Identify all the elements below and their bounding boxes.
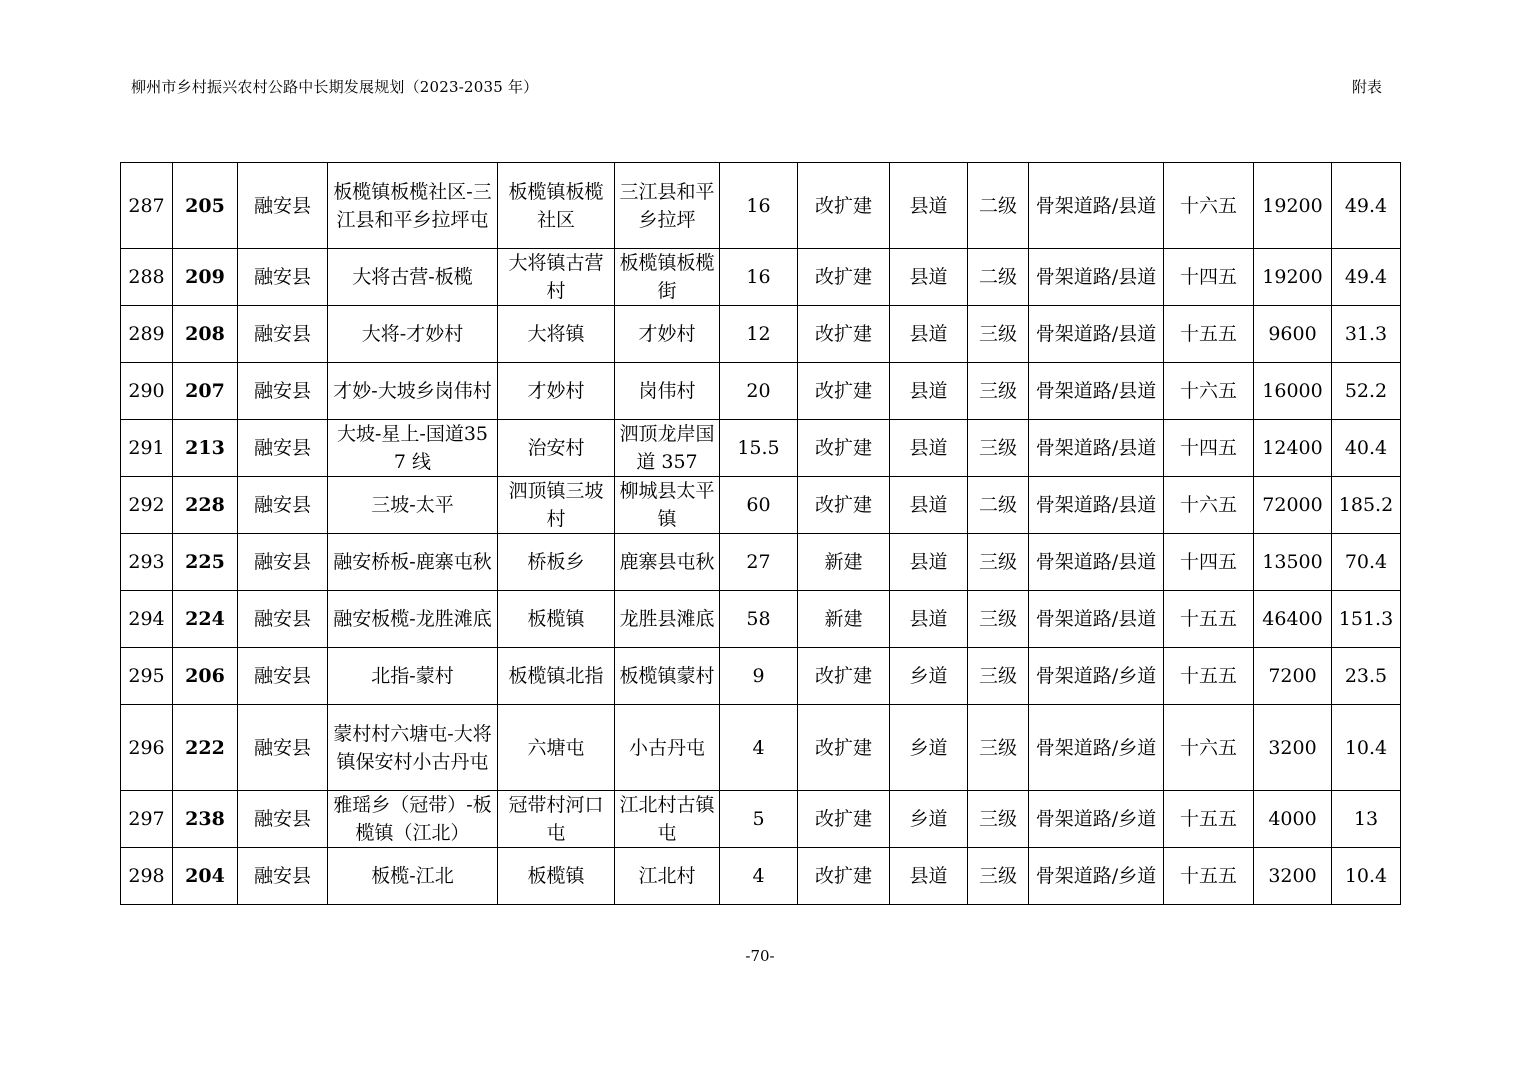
investment-cell: 16000 [1254, 363, 1332, 420]
tech-grade-cell: 三级 [968, 705, 1029, 791]
plan-period-cell: 十五五 [1164, 648, 1254, 705]
function-cell: 骨架道路/县道 [1029, 534, 1164, 591]
construction-type-cell: 改扩建 [798, 306, 890, 363]
length-cell: 4 [720, 848, 798, 905]
tech-grade-cell: 三级 [968, 791, 1029, 848]
route-code-cell: 205 [173, 163, 238, 249]
table-row [121, 306, 1401, 363]
admin-level-cell: 县道 [890, 477, 968, 534]
end-point-cell: 鹿寨县屯秋 [615, 534, 720, 591]
cost-cell: 40.4 [1332, 420, 1401, 477]
tech-grade-cell: 二级 [968, 163, 1029, 249]
route-code-cell: 224 [173, 591, 238, 648]
investment-cell: 19200 [1254, 249, 1332, 306]
construction-type-cell: 改扩建 [798, 848, 890, 905]
start-point-cell: 板榄镇北指 [498, 648, 615, 705]
county-cell: 融安县 [238, 363, 328, 420]
function-cell: 骨架道路/乡道 [1029, 648, 1164, 705]
end-point-cell: 柳城县太平镇 [615, 477, 720, 534]
construction-type-cell: 改扩建 [798, 477, 890, 534]
end-point-cell: 龙胜县滩底 [615, 591, 720, 648]
plan-period-cell: 十四五 [1164, 249, 1254, 306]
function-cell: 骨架道路/乡道 [1029, 705, 1164, 791]
row-seq-cell: 289 [121, 306, 173, 363]
start-point-cell: 才妙村 [498, 363, 615, 420]
tech-grade-cell: 三级 [968, 306, 1029, 363]
plan-period-cell: 十五五 [1164, 848, 1254, 905]
cost-cell: 49.4 [1332, 249, 1401, 306]
admin-level-cell: 县道 [890, 420, 968, 477]
route-name-cell: 大将-才妙村 [328, 306, 498, 363]
document-header-section: 附表 [1352, 78, 1383, 96]
row-seq-cell: 295 [121, 648, 173, 705]
length-cell: 5 [720, 791, 798, 848]
table-row [121, 848, 1401, 905]
cost-cell: 10.4 [1332, 848, 1401, 905]
route-code-cell: 238 [173, 791, 238, 848]
county-cell: 融安县 [238, 477, 328, 534]
investment-cell: 3200 [1254, 848, 1332, 905]
construction-type-cell: 改扩建 [798, 420, 890, 477]
admin-level-cell: 乡道 [890, 791, 968, 848]
cost-cell: 10.4 [1332, 705, 1401, 791]
end-point-cell: 岗伟村 [615, 363, 720, 420]
function-cell: 骨架道路/县道 [1029, 306, 1164, 363]
route-name-cell: 才妙-大坡乡岗伟村 [328, 363, 498, 420]
start-point-cell: 板榄镇板榄社区 [498, 163, 615, 249]
table-row [121, 363, 1401, 420]
length-cell: 16 [720, 163, 798, 249]
route-name-cell: 融安桥板-鹿寨屯秋 [328, 534, 498, 591]
plan-period-cell: 十四五 [1164, 420, 1254, 477]
end-point-cell: 小古丹屯 [615, 705, 720, 791]
construction-type-cell: 改扩建 [798, 363, 890, 420]
plan-period-cell: 十六五 [1164, 477, 1254, 534]
length-cell: 58 [720, 591, 798, 648]
road-plan-table [120, 162, 1401, 905]
end-point-cell: 三江县和平乡拉坪 [615, 163, 720, 249]
admin-level-cell: 县道 [890, 249, 968, 306]
investment-cell: 12400 [1254, 420, 1332, 477]
route-code-cell: 204 [173, 848, 238, 905]
plan-period-cell: 十五五 [1164, 306, 1254, 363]
plan-period-cell: 十六五 [1164, 363, 1254, 420]
route-name-cell: 大将古营-板榄 [328, 249, 498, 306]
table-row [121, 648, 1401, 705]
county-cell: 融安县 [238, 420, 328, 477]
route-name-cell: 蒙村村六塘屯-大将镇保安村小古丹屯 [328, 705, 498, 791]
row-seq-cell: 296 [121, 705, 173, 791]
start-point-cell: 泗顶镇三坡村 [498, 477, 615, 534]
investment-cell: 9600 [1254, 306, 1332, 363]
cost-cell: 31.3 [1332, 306, 1401, 363]
plan-period-cell: 十六五 [1164, 705, 1254, 791]
county-cell: 融安县 [238, 848, 328, 905]
admin-level-cell: 县道 [890, 363, 968, 420]
admin-level-cell: 县道 [890, 591, 968, 648]
function-cell: 骨架道路/县道 [1029, 163, 1164, 249]
admin-level-cell: 乡道 [890, 648, 968, 705]
route-code-cell: 209 [173, 249, 238, 306]
investment-cell: 13500 [1254, 534, 1332, 591]
row-seq-cell: 291 [121, 420, 173, 477]
construction-type-cell: 新建 [798, 534, 890, 591]
route-name-cell: 板榄-江北 [328, 848, 498, 905]
row-seq-cell: 287 [121, 163, 173, 249]
route-name-cell: 雅瑶乡（冠带）-板榄镇（江北） [328, 791, 498, 848]
route-code-cell: 222 [173, 705, 238, 791]
table-row [121, 591, 1401, 648]
investment-cell: 46400 [1254, 591, 1332, 648]
route-code-cell: 213 [173, 420, 238, 477]
table-row [121, 477, 1401, 534]
row-seq-cell: 298 [121, 848, 173, 905]
function-cell: 骨架道路/乡道 [1029, 848, 1164, 905]
tech-grade-cell: 三级 [968, 534, 1029, 591]
end-point-cell: 板榄镇板榄街 [615, 249, 720, 306]
start-point-cell: 桥板乡 [498, 534, 615, 591]
route-code-cell: 206 [173, 648, 238, 705]
start-point-cell: 大将镇古营村 [498, 249, 615, 306]
end-point-cell: 江北村 [615, 848, 720, 905]
county-cell: 融安县 [238, 306, 328, 363]
plan-period-cell: 十四五 [1164, 534, 1254, 591]
construction-type-cell: 改扩建 [798, 249, 890, 306]
construction-type-cell: 新建 [798, 591, 890, 648]
cost-cell: 13 [1332, 791, 1401, 848]
admin-level-cell: 县道 [890, 306, 968, 363]
tech-grade-cell: 三级 [968, 848, 1029, 905]
cost-cell: 52.2 [1332, 363, 1401, 420]
cost-cell: 70.4 [1332, 534, 1401, 591]
tech-grade-cell: 二级 [968, 249, 1029, 306]
county-cell: 融安县 [238, 249, 328, 306]
function-cell: 骨架道路/县道 [1029, 420, 1164, 477]
plan-period-cell: 十六五 [1164, 163, 1254, 249]
length-cell: 16 [720, 249, 798, 306]
county-cell: 融安县 [238, 648, 328, 705]
route-name-cell: 北指-蒙村 [328, 648, 498, 705]
length-cell: 9 [720, 648, 798, 705]
table-row [121, 705, 1401, 791]
investment-cell: 3200 [1254, 705, 1332, 791]
investment-cell: 7200 [1254, 648, 1332, 705]
row-seq-cell: 297 [121, 791, 173, 848]
route-name-cell: 大坡-星上-国道357 线 [328, 420, 498, 477]
tech-grade-cell: 三级 [968, 363, 1029, 420]
row-seq-cell: 292 [121, 477, 173, 534]
plan-period-cell: 十五五 [1164, 791, 1254, 848]
tech-grade-cell: 三级 [968, 648, 1029, 705]
county-cell: 融安县 [238, 705, 328, 791]
row-seq-cell: 293 [121, 534, 173, 591]
county-cell: 融安县 [238, 534, 328, 591]
investment-cell: 19200 [1254, 163, 1332, 249]
cost-cell: 151.3 [1332, 591, 1401, 648]
route-code-cell: 207 [173, 363, 238, 420]
construction-type-cell: 改扩建 [798, 705, 890, 791]
admin-level-cell: 县道 [890, 848, 968, 905]
county-cell: 融安县 [238, 591, 328, 648]
row-seq-cell: 290 [121, 363, 173, 420]
route-name-cell: 板榄镇板榄社区-三江县和平乡拉坪屯 [328, 163, 498, 249]
end-point-cell: 江北村古镇屯 [615, 791, 720, 848]
route-code-cell: 208 [173, 306, 238, 363]
end-point-cell: 才妙村 [615, 306, 720, 363]
construction-type-cell: 改扩建 [798, 163, 890, 249]
start-point-cell: 冠带村河口屯 [498, 791, 615, 848]
cost-cell: 49.4 [1332, 163, 1401, 249]
cost-cell: 23.5 [1332, 648, 1401, 705]
table-row [121, 249, 1401, 306]
function-cell: 骨架道路/县道 [1029, 363, 1164, 420]
length-cell: 15.5 [720, 420, 798, 477]
row-seq-cell: 294 [121, 591, 173, 648]
cost-cell: 185.2 [1332, 477, 1401, 534]
investment-cell: 72000 [1254, 477, 1332, 534]
admin-level-cell: 乡道 [890, 705, 968, 791]
function-cell: 骨架道路/乡道 [1029, 791, 1164, 848]
construction-type-cell: 改扩建 [798, 791, 890, 848]
route-name-cell: 三坡-太平 [328, 477, 498, 534]
county-cell: 融安县 [238, 163, 328, 249]
document-header-title: 柳州市乡村振兴农村公路中长期发展规划（2023-2035 年） [131, 78, 539, 96]
start-point-cell: 板榄镇 [498, 591, 615, 648]
table-row [121, 420, 1401, 477]
page-number: -70- [745, 947, 775, 965]
tech-grade-cell: 三级 [968, 420, 1029, 477]
end-point-cell: 板榄镇蒙村 [615, 648, 720, 705]
tech-grade-cell: 二级 [968, 477, 1029, 534]
function-cell: 骨架道路/县道 [1029, 477, 1164, 534]
investment-cell: 4000 [1254, 791, 1332, 848]
admin-level-cell: 县道 [890, 163, 968, 249]
table-row [121, 534, 1401, 591]
route-code-cell: 225 [173, 534, 238, 591]
route-code-cell: 228 [173, 477, 238, 534]
construction-type-cell: 改扩建 [798, 648, 890, 705]
table-body [121, 163, 1401, 905]
route-name-cell: 融安板榄-龙胜滩底 [328, 591, 498, 648]
function-cell: 骨架道路/县道 [1029, 249, 1164, 306]
length-cell: 20 [720, 363, 798, 420]
length-cell: 12 [720, 306, 798, 363]
end-point-cell: 泗顶龙岸国道 357 [615, 420, 720, 477]
length-cell: 27 [720, 534, 798, 591]
tech-grade-cell: 三级 [968, 591, 1029, 648]
start-point-cell: 治安村 [498, 420, 615, 477]
admin-level-cell: 县道 [890, 534, 968, 591]
plan-period-cell: 十五五 [1164, 591, 1254, 648]
start-point-cell: 板榄镇 [498, 848, 615, 905]
length-cell: 60 [720, 477, 798, 534]
county-cell: 融安县 [238, 791, 328, 848]
start-point-cell: 六塘屯 [498, 705, 615, 791]
length-cell: 4 [720, 705, 798, 791]
row-seq-cell: 288 [121, 249, 173, 306]
function-cell: 骨架道路/县道 [1029, 591, 1164, 648]
table-row [121, 791, 1401, 848]
start-point-cell: 大将镇 [498, 306, 615, 363]
table-row [121, 163, 1401, 249]
